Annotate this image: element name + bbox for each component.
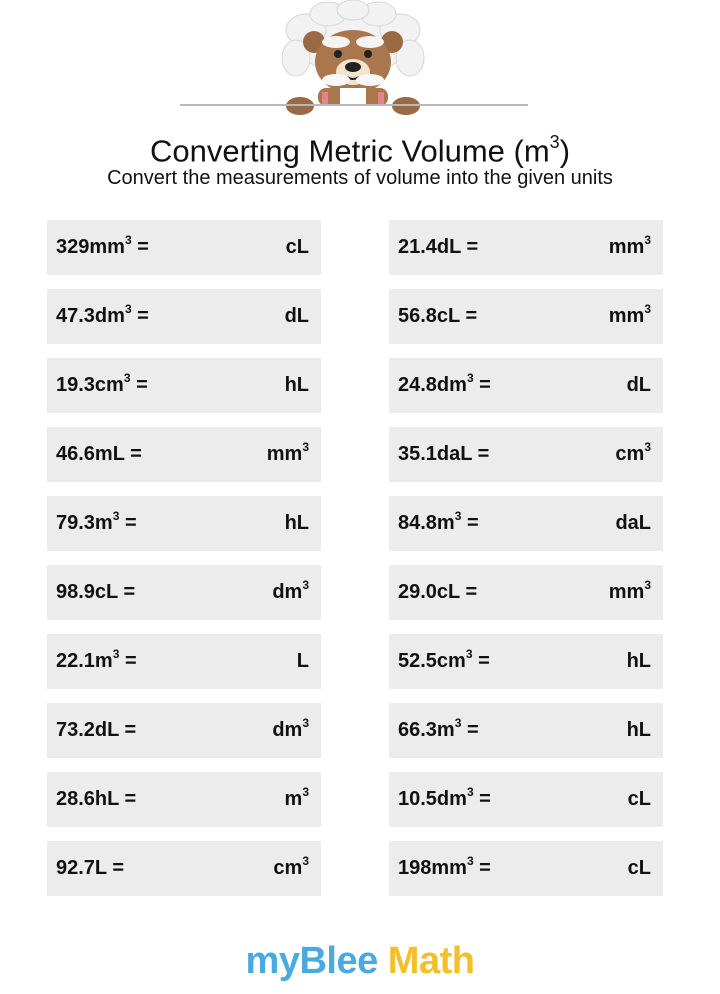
target-unit-exponent: 3 [302, 578, 309, 592]
target-unit [285, 289, 309, 344]
equals-sign: = [473, 374, 491, 396]
quantity-value: 84.8m [398, 512, 455, 534]
quantity-exponent: 3 [466, 854, 474, 868]
target-unit [286, 220, 309, 275]
equals-sign: = [131, 305, 149, 327]
target-unit-exponent: 3 [644, 233, 651, 247]
target-unit-label: L [296, 650, 309, 672]
target-unit-exponent: 3 [302, 440, 309, 454]
target-unit-label: mm [266, 443, 303, 465]
target-unit-exponent: 3 [644, 578, 651, 592]
target-unit [628, 841, 651, 896]
exercise-quantity [398, 772, 491, 827]
equals-sign: = [461, 236, 479, 258]
quantity-value: 92.7L [56, 857, 107, 879]
quantity-exponent: 3 [466, 371, 474, 385]
equals-sign: = [459, 305, 478, 327]
exercise-quantity [398, 220, 478, 275]
equals-sign: = [119, 719, 137, 741]
page-title: Converting Metric Volume $(m^3)$ [149, 132, 571, 169]
exercise-quantity [398, 289, 477, 344]
exercise-right-2 [389, 289, 663, 344]
target-unit [285, 358, 309, 413]
quantity-value: 46.6mL [56, 443, 125, 465]
equals-sign: = [473, 788, 491, 810]
equals-sign: = [106, 857, 125, 879]
exercise-right-5 [389, 496, 663, 551]
exercise-right-10 [389, 841, 663, 896]
target-unit-exponent: 3 [644, 302, 651, 316]
quantity-value: 29.0cL [398, 581, 460, 603]
equals-sign: = [119, 650, 137, 672]
target-unit [272, 703, 309, 758]
quantity-value: 56.8cL [398, 305, 460, 327]
quantity-value: 10.5dm [398, 788, 467, 810]
logo-part-math: Math [377, 940, 475, 982]
exercise-right-6 [389, 565, 663, 620]
page-subtitle: Convert the measurements of volume into the given units [107, 167, 613, 189]
target-unit-label: hL [284, 374, 309, 396]
quantity-value: 66.3m [398, 719, 455, 741]
exercise-left-8 [47, 703, 321, 758]
exercise-quantity [56, 565, 135, 620]
exercise-quantity [398, 358, 491, 413]
target-unit [628, 772, 651, 827]
equals-sign: = [130, 374, 148, 396]
target-unit [609, 220, 651, 275]
target-unit [615, 496, 651, 551]
exercise-quantity [398, 496, 479, 551]
exercise-right-3 [389, 358, 663, 413]
target-unit-exponent: 3 [302, 716, 309, 730]
quantity-value: 19.3cm [56, 374, 124, 396]
target-unit-label: mm [608, 305, 645, 327]
target-unit-label: dm [272, 581, 303, 603]
exercise-left-5 [47, 496, 321, 551]
bear-mascot-icon [278, 0, 428, 118]
target-unit-label: dL [284, 305, 309, 327]
equals-sign: = [124, 443, 142, 465]
exercise-quantity [398, 427, 489, 482]
equals-sign: = [119, 788, 137, 810]
exercise-quantity [56, 634, 137, 689]
quantity-value: 21.4dL [398, 236, 461, 258]
equals-sign: = [119, 512, 137, 534]
target-unit [285, 772, 309, 827]
logo-part-myblee: myBlee [245, 940, 378, 982]
exercise-quantity [398, 841, 491, 896]
quantity-exponent: 3 [112, 647, 120, 661]
equals-sign: = [461, 719, 479, 741]
exercise-left-9 [47, 772, 321, 827]
target-unit [609, 289, 651, 344]
target-unit-label: hL [284, 512, 309, 534]
target-unit-exponent: 3 [302, 854, 309, 868]
exercise-left-6 [47, 565, 321, 620]
target-unit-label: daL [615, 512, 651, 534]
quantity-value: 47.3dm [56, 305, 125, 327]
exercise-right-8 [389, 703, 663, 758]
exercise-quantity [56, 289, 149, 344]
exercise-right-9 [389, 772, 663, 827]
exercise-left-10 [47, 841, 321, 896]
target-unit-label: cm [615, 443, 645, 465]
quantity-value: 35.1daL [398, 443, 473, 465]
exercise-quantity [398, 703, 479, 758]
target-unit-label: cL [627, 788, 651, 810]
exercise-quantity [56, 772, 136, 827]
brand-logo [0, 940, 720, 983]
exercise-quantity [398, 634, 490, 689]
exercise-left-2 [47, 289, 321, 344]
exercise-quantity [56, 358, 148, 413]
exercise-quantity [56, 220, 149, 275]
quantity-value: 79.3m [56, 512, 113, 534]
equals-sign: = [461, 512, 479, 534]
quantity-value: 28.6hL [56, 788, 119, 810]
target-unit-exponent: 3 [644, 440, 651, 454]
equals-sign: = [117, 581, 136, 603]
target-unit-label: mm [608, 581, 645, 603]
quantity-value: 329mm [56, 236, 125, 258]
quantity-exponent: 3 [124, 233, 132, 247]
quantity-exponent: 3 [454, 716, 462, 730]
exercise-right-1 [389, 220, 663, 275]
target-unit [267, 427, 309, 482]
target-unit [272, 565, 309, 620]
quantity-exponent: 3 [465, 647, 473, 661]
target-unit-label: dm [272, 719, 303, 741]
target-unit [285, 496, 309, 551]
target-unit [627, 634, 651, 689]
target-unit-label: hL [626, 719, 651, 741]
quantity-value: 198mm [398, 857, 467, 879]
target-unit-label: cm [273, 857, 303, 879]
exercise-quantity [56, 703, 136, 758]
exercise-left-7 [47, 634, 321, 689]
quantity-exponent: 3 [454, 509, 462, 523]
quantity-exponent: 3 [124, 302, 132, 316]
equals-sign: = [472, 443, 490, 465]
equals-sign: = [131, 236, 149, 258]
quantity-value: 73.2dL [56, 719, 119, 741]
exercise-left-3 [47, 358, 321, 413]
target-unit [273, 841, 309, 896]
quantity-value: 52.5cm [398, 650, 466, 672]
target-unit [297, 634, 309, 689]
exercise-quantity [398, 565, 477, 620]
quantity-value: 22.1m [56, 650, 113, 672]
quantity-exponent: 3 [123, 371, 131, 385]
exercise-quantity [56, 841, 124, 896]
exercise-left-4 [47, 427, 321, 482]
quantity-exponent: 3 [466, 785, 474, 799]
target-unit [627, 703, 651, 758]
target-unit [627, 358, 651, 413]
target-unit-label: m [284, 788, 303, 810]
target-unit-exponent: 3 [302, 785, 309, 799]
target-unit [615, 427, 651, 482]
target-unit-label: mm [608, 236, 645, 258]
target-unit-label: dL [626, 374, 651, 396]
target-unit-label: cL [285, 236, 309, 258]
header-divider [180, 104, 528, 106]
exercise-right-4 [389, 427, 663, 482]
quantity-exponent: 3 [112, 509, 120, 523]
equals-sign: = [472, 650, 490, 672]
target-unit-label: hL [626, 650, 651, 672]
exercise-quantity [56, 427, 142, 482]
target-unit [609, 565, 651, 620]
quantity-value: 24.8dm [398, 374, 467, 396]
equals-sign: = [459, 581, 478, 603]
exercise-right-7 [389, 634, 663, 689]
equals-sign: = [473, 857, 491, 879]
quantity-value: 98.9cL [56, 581, 118, 603]
exercise-left-1 [47, 220, 321, 275]
exercise-quantity [56, 496, 137, 551]
target-unit-label: cL [627, 857, 651, 879]
